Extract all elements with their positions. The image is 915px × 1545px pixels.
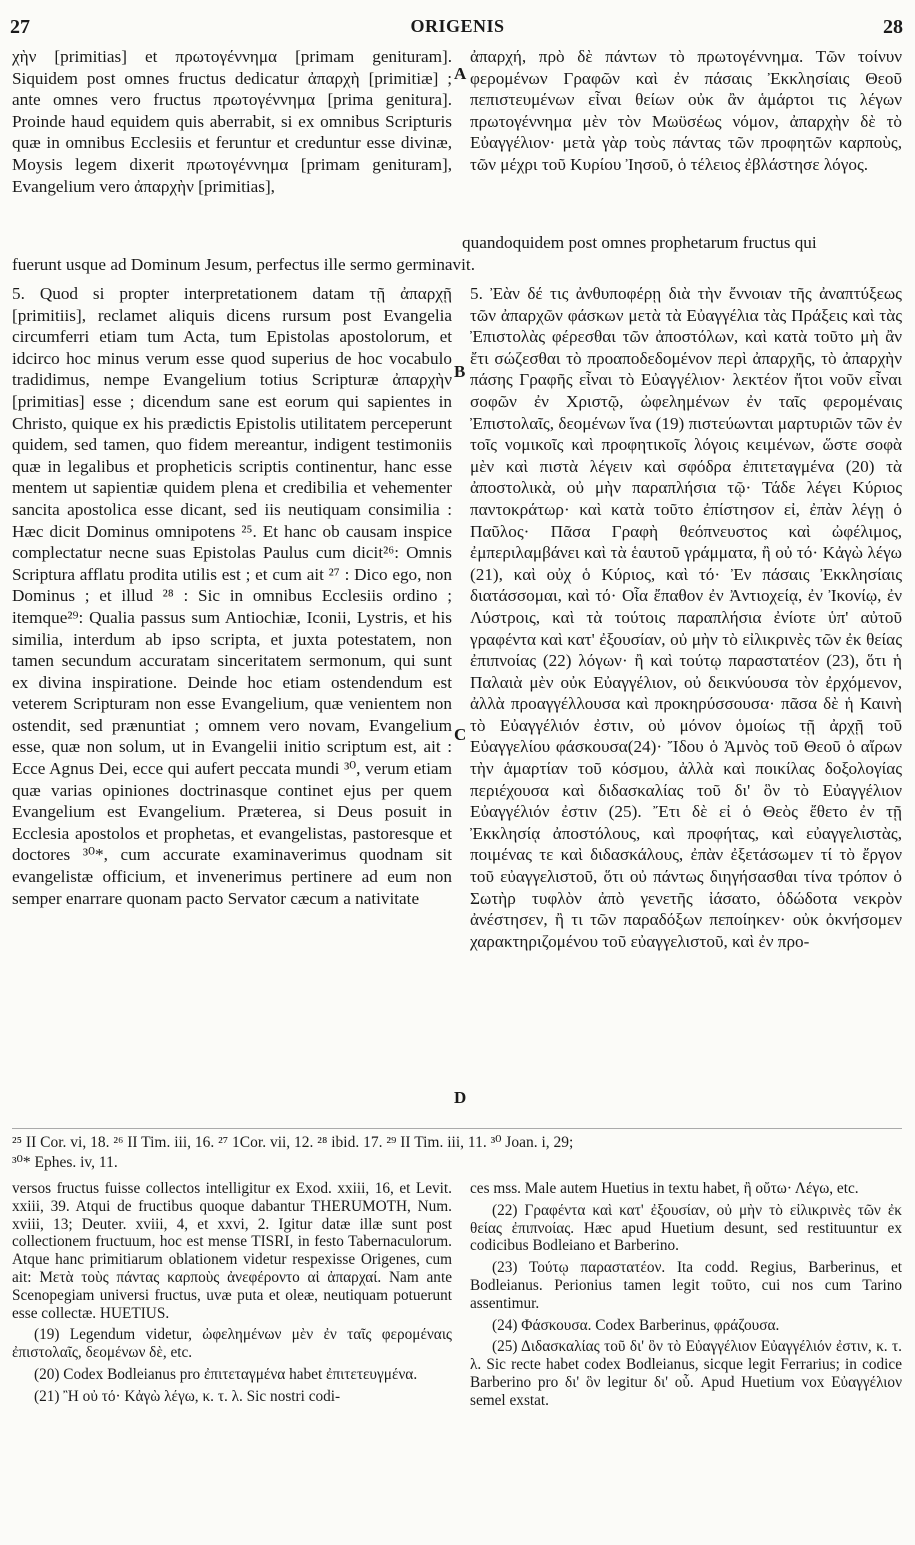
section-5-greek-text: 5. Ἐὰν δέ τις ἀνθυποφέρῃ διὰ τὴν ἔννοιαν τῆς ἀναπτύξεως τῶν ἀπαρχῶν φάσκων μετὰ τὰ Εὐαγγέλια τὰς Πράξεις καὶ τὰς Ἐπιστολὰς φέρεσθαι τῶν ἀποστόλων, καὶ κατὰ τοῦτο μὴ ἂν ἔτι σώζεσθαι τὸ προαποδεδομένον περὶ ἀπαρχῆς, τὸ ἀπαρχὴν πάσης Γραφῆς εἶναι τὸ Εὐαγγέλιον· λεκτέον ἤτοι νοῦν εἶναι σοφῶν ἐν Χριστῷ, ὠφελημένων ἐν ταῖς φερομέναις Ἐπιστολαῖς, δεομένων ἵνα (19) πιστεύωνται μαρτυριῶν τῶν ἐν τοῖς νομικοῖς καὶ προφητικοῖς λόγοις κειμένων, ὥστε σοφὰ μὲν καὶ πιστὰ λέγειν καὶ σφόδρα ἐπιτεταγμένα (20) τὰ ἀποστολικὰ, οὐ μὴν παραπλήσια τῷ· Τάδε λέγει Κύριος παντοκράτωρ· καὶ κατὰ τοῦτο ἐπίστησον εἰ, ἐπὰν λέγῃ ὁ Παῦλος· Πᾶσα Γραφὴ θεόπνευστος καὶ ὠφέλιμος, ἐμπεριλαμβάνει καὶ τὰ ἑαυτοῦ γράμματα, ἢ οὐ τό· Κἀγὼ λέγω (21), καὶ οὐχ ὁ Κύριος, καὶ τό· Ἐν πάσαις Ἐκκλησίαις διατάσσομαι, καὶ τό· Οἷα ἔπαθον ἐν Ἀντιοχείᾳ, ἐν Ἰκονίῳ, ἐν Λύστροις, καὶ τὰ τούτοις παραπλήσια ἐνίοτε ὑπ' αὐτοῦ γραφέντα καὶ κατ' ἐξουσίαν, οὐ μὴν τὸ εἰλικρινὲς τῶν ἐκ θείας ἐπιπνοίας (22) λόγων· ἢ καὶ τούτῳ παραστατέον (23), ὅτι ἡ Παλαιὰ μὲν οὐκ Εὐαγγέλιον, οὐ δεικνύουσα τὸν ἐρχόμενον, ἀλλὰ προαγγέλλουσα καὶ προκηρύσσουσα· πᾶσα δὲ ἡ Καινὴ τὸ Εὐαγγέλιόν ἐστιν, οὐ μόνον ὁμοίως τῇ ἀρχῇ τοῦ Εὐαγγελίου φάσκουσα(24)· Ἴδου ὁ Ἀμνὸς τοῦ Θεοῦ ὁ αἴρων τὴν ἁμαρτίαν τοῦ κόσμου, ἀλλὰ καὶ ποικίλας δοξολογίας περιέχουσα καὶ διδασκαλίας τοῦ δι' ὃν τὸ Εὐαγγέλιον Εὐαγγέλιόν ἐστιν (25). Ἔτι δὲ εἰ ὁ Θεὸς ἔθετο ἐν τῇ Ἐκκλησίᾳ ἀποστόλους, καὶ προφήτας, καὶ εὐαγγελιστὰς, ποιμένας τε καὶ διδασκάλους, ἐπὰν ἐξετάσωμεν τί τὸ ἔργον τοῦ εὐαγγελιστοῦ, ὅτι οὐ πάντως διηγήσασθαι τίνα τρόπον ὁ Σωτὴρ τυφλὸν ἀπὸ γενετῆς ἰάσατο, ὁδώδοτα νεκρὸν ἀνέστησεν, ἢ τι τῶν παραδόξων πεποίηκεν· οὐκ ὀκνήσομεν χαρακτηριζομένου τοῦ εὐαγγελιστοῦ, καὶ ἐν προ- [470,284,902,951]
margin-letter-b: B [454,362,466,381]
references-line-2: ³⁰* Ephes. iv, 11. [12,1154,118,1171]
bridge-line-1: quandoquidem post omnes prophetarum fructus qui [462,233,817,252]
top-latin-column [12,46,452,197]
note-25: (25) Διδασκαλίας τοῦ δι' ὃν τὸ Εὐαγγέλιον Εὐαγγέλιόν ἐστιν, κ. τ. λ. Sic recte habet codex Bodleianus, sicque legit Ferrarius; in codice Barberino pro δι' ὃν legitur δι' οὗ. Apud Huetium vox Εὐαγγέλιον semel exstat. [470,1338,902,1409]
section-5-greek-column [470,283,902,952]
top-greek-text: ἀπαρχή, πρὸ δὲ πάντων τὸ πρωτογέννημα. Τῶν τοίνυν φερομένων Γραφῶν καὶ ἐν πάσαις Ἐκκλησίαις Θεοῦ πεπιστευμένων εἶναι θείων οὐκ ἂν ἁμάρτοι τις λέγων πρωτογέννημα μὲν τὸν Μωϋσέως νόμον, ἀπαρχὴν δὲ τὸ Εὐαγγέλιον· μετὰ γὰρ τοὺς πάντας τῶν προφητῶν καρποὺς, τῶν μέχρι τοῦ Κυρίου Ἰησοῦ, ὁ τέλειος ἐβλάστησε λόγος. [470,47,902,174]
page-number-left: 27 [10,16,30,38]
top-latin-text: χὴν [primitias] et πρωτογέννημα [primam genituram]. Siquidem post omnes fructus dedicatur ἀπαρχὴ [primitiæ] ; ante omnes vero fructus πρωτογέννημα [prima genitura]. Proinde haud equidem quis aberrabit, si ex omnibus Scripturis quæ in omnibus Ecclesiis et feruntur et creduntur esse divinæ, Moysis legem dixerit πρωτογέννημα [primam genituram], Evangelium vero ἀπαρχὴν [primitias], [12,47,452,196]
references-line-1: ²⁵ II Cor. vi, 18. ²⁶ II Tim. iii, 16. ²⁷ 1Cor. vii, 12. ²⁸ ibid. 17. ²⁹ II Tim. iii, 11. ³⁰ Joan. i, 29; [12,1134,574,1151]
note-left-0: versos fructus fuisse collectos intelligitur ex Exod. xxiii, 16, et Levit. xxiii, 39. Atqui de fructibus quoque dabantur THERUMOTH, Num. xviii, 13; Deuter. xviii, 4, et xxvi, 2. Igitur datæ illæ sunt post collectionem fructuum, hoc est mense TISRI, in festo Tabernaculorum. Atque hanc primitiarum oblationem videtur respexisse Origenes, cum ait: Μετὰ τοὺς πάντας καρποὺς ἀνεφέροντο αἱ ἀπαρχαί. Nam ante Scenopegiam universi fructus, uvæ puta et oleæ, neutiquam potuerunt esse collectæ. HUETIUS. [12,1180,452,1322]
page-number-right: 28 [883,16,903,38]
section-5-latin-text: 5. Quod si propter interpretationem datam τῇ ἀπαρχῇ [primitiis], reclamet aliquis dicens rursum post Evangelia circumferri etiam tum Acta, tum Epistolas apostolorum, et idcirco hoc minus verum esse quod superius de hoc vocabulo tradidimus, nempe Evangelium totius Scripturæ ἀπαρχὴν [primitias] esse ; dicendum sane est eorum qui sapientes in Christo, quique ex his prædictis Epistolis utilitatem perceperunt quidem, sed tamen, quo fidem mereantur, indigent testimoniis quæ in legalibus et propheticis scriptis continentur, hanc esse mentem ut sapientiæ quidem plena et credibilia et vehementer sancita apostolica esse dicant, sed iis neutiquam consimilia : Hæc dicit Dominus omnipotens ²⁵. Et hanc ob causam inspice complectatur necne suas Epistolas Paulus cum dicit²⁶: Omnis Scriptura afflatu prodita utilis est ; et cum ait ²⁷ : Dico ego, non Dominus ; et illud ²⁸ : Sic in omnibus Ecclesiis ordino ; itemque²⁹: Qualia passus sum Antiochiæ, Iconii, Lystris, et his similia, interdum ab ipso scripta, et juxta potestatem, non tamen secundum accuratam sinceritatem sermonum, qui sunt ex divina inspiratione. Deinde hoc etiam ostendendum est veterem Scripturam non esse Evangelium, quæ venientem non ostendit, sed prænuntiat ; omnem vero novam, Evangelium esse, quæ non solum, ut in Evangelii initio scriptum est, ait : Ecce Agnus Dei, ecce qui aufert peccata mundi ³⁰, verum etiam quæ varias opiniones doctrinasque continet ejus per quem Evangelium est Evangelium. Præterea, si Deus posuit in Ecclesia apostolos et prophetas, et evangelistas, pastoresque et doctores ³⁰*, cum accurate examinaverimus quodnam sit evangelistæ officium, et invenerimus pertinere ad eum non semper enarrare quonam pacto Servator cæcum a nativitate [12,284,452,908]
note-22: (22) Γραφέντα καὶ κατ' ἐξουσίαν, οὐ μὴν τὸ εἰλικρινὲς τῶν ἐκ θείας ἐπιπνοίας. Hæc apud Huetium desunt, sed restituuntur ex codicibus Bodleiano et Barberino. [470,1201,902,1255]
note-24: (24) Φάσκουσα. Codex Barberinus, φράζουσα. [492,1316,780,1334]
note-21-cont: ces mss. Male autem Huetius in textu habet, ἢ οὔτω· Λέγω, etc. [470,1180,859,1197]
top-greek-column [470,46,902,176]
bridge-line-2: fuerunt usque ad Dominum Jesum, perfectus ille sermo germinavit. [12,255,475,274]
note-20: (20) Codex Bodleianus pro ἐπιτεταγμένα habet ἐπιτετευγμένα. [34,1365,418,1383]
running-title: ORIGENIS [410,16,505,36]
footnote-rule [12,1128,902,1129]
bridge-line-1-wrap [462,232,902,254]
page-header [10,12,905,42]
notes-right-column [470,1180,902,1414]
bridge-line-2-wrap [12,254,902,276]
notes-left-column [12,1180,452,1410]
note-19: (19) Legendum videtur, ὠφελημένων μὲν ἐν ταῖς φερομέναις ἐπιστολαῖς, δεομένων δὲ, etc. [12,1326,452,1362]
margin-letter-a: A [454,64,467,83]
note-23: (23) Τούτῳ παραστατέον. Ita codd. Regius, Barberinus, et Bodleianus. Perionius tamen legit τοῦτο, cui nos cum Tarino assentimur. [470,1259,902,1312]
margin-letter-d: D [454,1088,467,1107]
section-5-latin-column [12,283,452,909]
scripture-references [12,1133,907,1173]
note-21: (21) Ἢ οὐ τό· Κἀγὼ λέγω, κ. τ. λ. Sic nostri codi- [34,1387,341,1405]
margin-letter-c: C [454,725,467,744]
